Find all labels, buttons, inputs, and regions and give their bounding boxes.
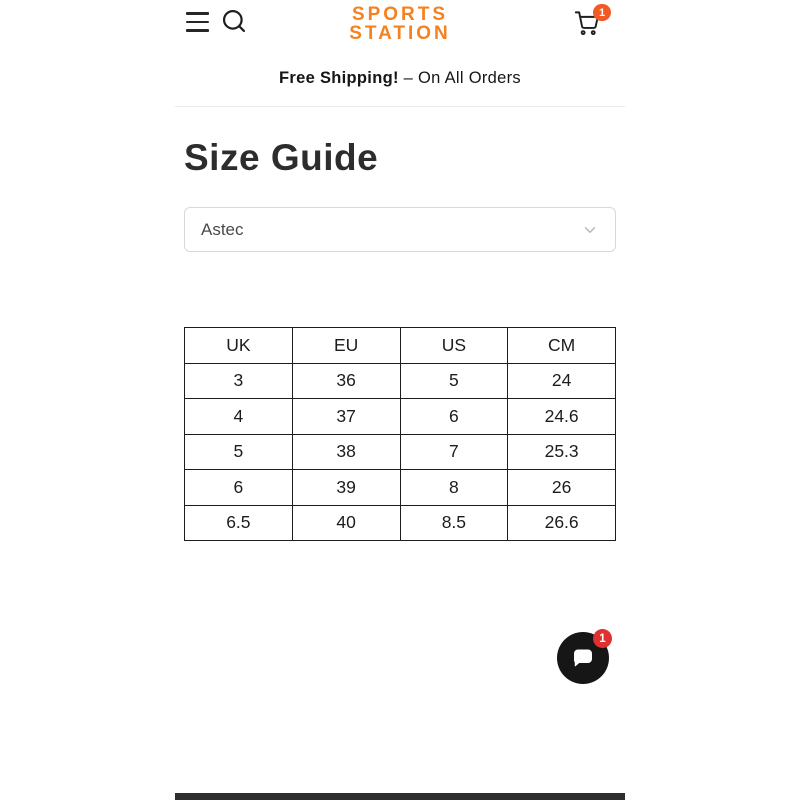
table-cell: 38	[292, 434, 400, 470]
banner-rest-text: – On All Orders	[398, 69, 521, 87]
brand-select-dropdown[interactable]	[184, 207, 616, 252]
table-cell: 36	[292, 363, 400, 399]
table-cell: 37	[292, 399, 400, 435]
logo-line-2: STATION	[349, 23, 451, 44]
table-row	[185, 363, 616, 399]
table-cell: 4	[185, 399, 293, 435]
column-header-us: US	[400, 328, 508, 364]
table-cell: 5	[185, 434, 293, 470]
sports-station-logo[interactable]	[175, 5, 625, 43]
table-cell: 25.3	[508, 434, 616, 470]
chat-widget-button[interactable]	[557, 632, 609, 684]
table-cell: 7	[400, 434, 508, 470]
cart-count-badge: 1	[593, 4, 611, 21]
table-cell: 26.6	[508, 505, 616, 541]
table-cell: 6	[400, 399, 508, 435]
table-cell: 8	[400, 470, 508, 506]
banner-bold-text: Free Shipping!	[279, 69, 399, 87]
header	[175, 0, 625, 52]
column-header-eu: EU	[292, 328, 400, 364]
free-shipping-banner	[175, 52, 625, 107]
logo-line-1: SPORTS	[351, 4, 449, 25]
column-header-uk: UK	[185, 328, 293, 364]
page-title: Size Guide	[184, 137, 379, 178]
table-cell: 39	[292, 470, 400, 506]
table-cell: 26	[508, 470, 616, 506]
column-header-cm: CM	[508, 328, 616, 364]
table-cell: 8.5	[400, 505, 508, 541]
table-row	[185, 399, 616, 435]
table-row	[185, 434, 616, 470]
brand-select-value: Astec	[201, 219, 244, 239]
chevron-down-icon	[581, 221, 599, 239]
table-header-row	[185, 328, 616, 364]
table-cell: 24	[508, 363, 616, 399]
mobile-page	[175, 0, 625, 800]
size-guide-table	[184, 327, 616, 541]
table-row	[185, 470, 616, 506]
table-cell: 24.6	[508, 399, 616, 435]
cart-icon[interactable]	[573, 6, 606, 41]
table-cell: 6.5	[185, 505, 293, 541]
table-cell: 3	[185, 363, 293, 399]
table-cell: 6	[185, 470, 293, 506]
main-content	[175, 137, 625, 541]
table-cell: 40	[292, 505, 400, 541]
table-cell: 5	[400, 363, 508, 399]
table-row	[185, 505, 616, 541]
chat-unread-badge: 1	[593, 629, 612, 648]
footer-bar	[175, 793, 625, 800]
